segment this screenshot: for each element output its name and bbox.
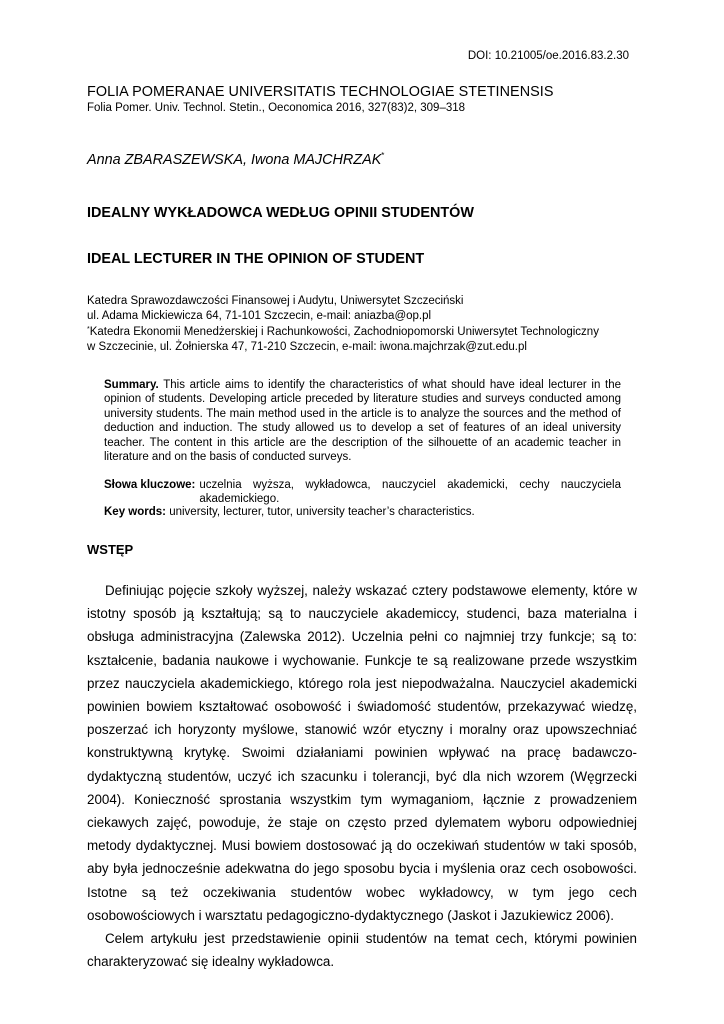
keywords-english-text: university, lecturer, tutor, university teacher’s characteristics.: [169, 506, 475, 518]
author-footnote-mark: *: [381, 151, 385, 160]
journal-citation: Folia Pomer. Univ. Technol. Stetin., Oeconomica 2016, 327(83)2, 309–318: [87, 102, 466, 114]
abstract: [104, 378, 621, 464]
keywords-polish: [104, 478, 621, 507]
affiliation-line: *Katedra Ekonomii Menedżerskiej i Rachunkowości, Zachodniopomorski Uniwersytet Technologiczny: [87, 326, 599, 338]
doi-label: DOI: 10.21005/oe.2016.83.2.30: [467, 50, 629, 62]
body-text: [87, 579, 637, 973]
affiliations: [87, 294, 647, 354]
abstract-label: Summary.: [104, 379, 159, 391]
keywords-english-label: Key words:: [104, 506, 166, 518]
journal-header: [87, 84, 647, 116]
author-names: Anna ZBARASZEWSKA, Iwona MAJCHRZAK: [87, 152, 382, 168]
title-polish: IDEALNY WYKŁADOWCA WEDŁUG OPINII STUDENTÓW: [87, 205, 474, 221]
affiliation-line: Katedra Sprawozdawczości Finansowej i Audytu, Uniwersytet Szczeciński: [87, 295, 464, 307]
affiliation-mark: *: [87, 326, 90, 333]
section-heading: WSTĘP: [87, 542, 134, 557]
title-english: IDEAL LECTURER IN THE OPINION OF STUDENT: [87, 251, 425, 267]
keywords-polish-label: Słowa kluczowe:: [104, 479, 196, 491]
paragraph: Celem artykułu jest przedstawienie opinii studentów na temat cech, którymi powinien charakteryzować się idealny wykładowca.: [87, 931, 637, 970]
affiliation-line: w Szczecinie, ul. Żołnierska 47, 71-210 Szczecin, e-mail: iwona.majchrzak@zut.edu.pl: [87, 340, 527, 353]
paragraph: Definiując pojęcie szkoły wyższej, należy wskazać cztery podstawowe elementy, które w istotny sposób ją kształtują; są to nauczyciele akademiccy, studenci, baza materialna i obsługa administracyjna (Zalewska 2012). Uczelnia pełni co najmniej trzy funkcje; są to: kształcenie, badania naukowe i wychowanie. Funkcje te są realizowane przede wszystkim przez nauczyciela akademickiego, którego rola jest niepodważalna. Nauczyciel akademicki powinien bowiem kształtować osobowość i świadomość studentów, przekazywać wiedzę, poszerzać ich horyzonty myślowe, stanowić wzór etyczny i moralny oraz upowszechniać konstruktywną krytykę. Swoimi działaniami powinien wpływać na pracę badawczo-dydaktyczną studentów, uczyć ich szacunku i tolerancji, być dla nich wzorem (Węgrzecki 2004). Konieczność sprostania wszystkim tym wymaganiom, łącznie z prowadzeniem ciekawych zajęć, powoduje, że staje on często przed dylematem wyboru odpowiedniej metody dydaktycznej. Musi bowiem dostosować ją do oczekiwań studentów w taki sposób, aby była jednocześnie adekwatna do jego sposobu bycia i myślenia oraz cech osobowości. Istotne są też oczekiwania studentów wobec wykładowcy, w tym jego cech osobowościowych i warsztatu pedagogiczno-dydaktycznego (Jaskot i Jazukiewicz 2006).: [87, 583, 637, 923]
journal-title: FOLIA POMERANAE UNIVERSITATIS TECHNOLOGIAE STETINENSIS: [87, 84, 554, 100]
authors: [87, 151, 384, 168]
keywords-english: [104, 505, 621, 519]
abstract-text: This article aims to identify the characteristics of what should have ideal lecturer in the opinion of students. Developing article preceded by literature studies and surveys conducted among university students. The main method used in the article is to analyze the sources and the method of deduction and induction. The study allowed us to develop a set of features of an ideal university teacher. The content in this article are the description of the silhouette of an academic teacher in literature and on the basis of conducted surveys.: [104, 379, 621, 464]
keywords-polish-text: uczelnia wyższa, wykładowca, nauczyciel akademicki, cechy nauczyciela akademickiego.: [199, 479, 621, 506]
affiliation-line: ul. Adama Mickiewicza 64, 71-101 Szczecin, e-mail: aniazba@op.pl: [87, 309, 432, 322]
